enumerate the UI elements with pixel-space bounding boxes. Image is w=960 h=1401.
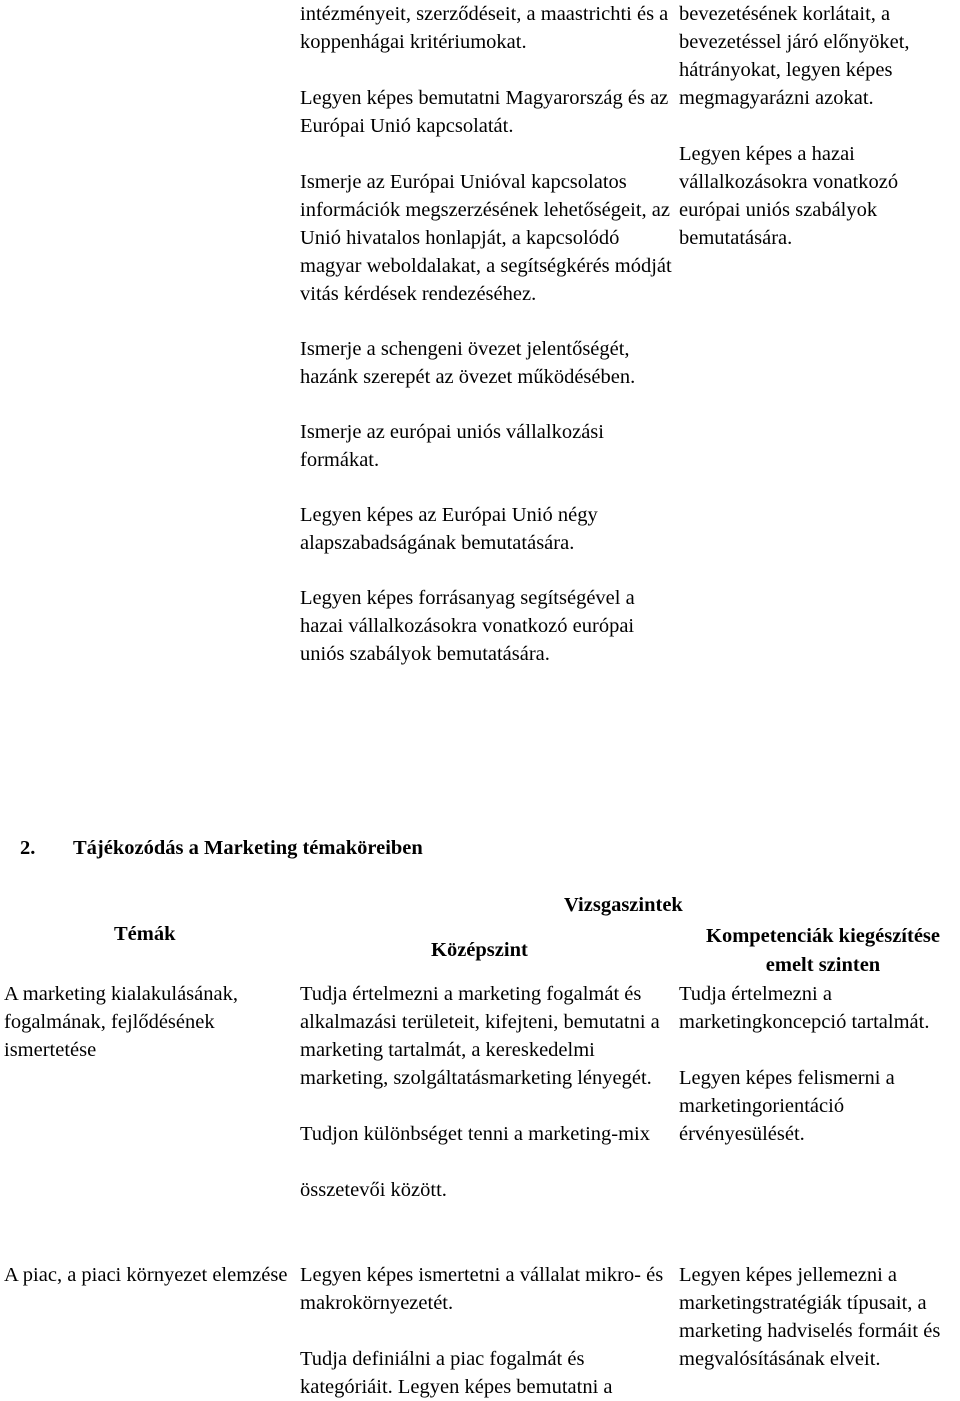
eu-business-rules-advanced-text: Legyen képes a hazai vállalkozásokra vonatkozó európai uniós szabályok bemutatására. — [679, 143, 899, 249]
marketing-mix-components-text: összetevői között. — [300, 1179, 447, 1201]
company-environment-text: Legyen képes ismertetni a vállalat mikro- és makrokörnyezetét. — [300, 1264, 664, 1314]
marketing-concept-advanced-text: Tudja értelmezni a marketingkoncepció tartalmát. — [679, 983, 930, 1033]
row2-advanced-column — [679, 1261, 960, 1373]
eu-business-forms-text: Ismerje az európai uniós vállalkozási formákat. — [300, 421, 604, 471]
topic-market-environment: A piac, a piaci környezet elemzése — [4, 1264, 288, 1286]
top-right-column — [679, 0, 957, 252]
four-freedoms-text: Legyen képes az Európai Unió négy alapszabadságának bemutatására. — [300, 504, 598, 554]
exam-levels-header: Vizsgaszintek — [564, 894, 683, 916]
schengen-text: Ismerje a schengeni övezet jelentőségét, hazánk szerepét az övezet működésében. — [300, 338, 636, 388]
row1-intermediate-column — [300, 980, 675, 1204]
marketing-orientation-text: Legyen képes felismerni a marketingorientáció érvényesülését. — [679, 1067, 895, 1145]
marketing-concept-text: Tudja értelmezni a marketing fogalmát és alkalmazási területeit, kifejteni, bemutatni a marketing tartalmát, a kereskedelmi marketing, szolgáltatásmarketing lényegét. — [300, 983, 660, 1089]
section-title: Tájékozódás a Marketing témaköreiben — [73, 837, 423, 859]
eu-information-sources-text: Ismerje az Európai Unióval kapcsolatos információk megszerzésének lehetőségeit, az Unió hivatalos honlapját, a kapcsolódó magyar weboldalakat, a segítségkérés módját vitás kérdések rendezéséhez. — [300, 171, 672, 305]
market-definition-text: Tudja definiálni a piac fogalmát és kategóriáit. Legyen képes bemutatni a — [300, 1348, 613, 1398]
eu-criteria-text: intézményeit, szerződéseit, a maastrichti és a koppenhágai kritériumokat. — [300, 3, 669, 53]
section-number: 2. — [20, 837, 36, 859]
hungary-eu-relation-text: Legyen képes bemutatni Magyarország és az Európai Unió kapcsolatát. — [300, 87, 669, 137]
topic-marketing-development: A marketing kialakulásának, fogalmának, fejlődésének ismertetése — [4, 983, 238, 1061]
eu-business-rules-text: Legyen képes forrásanyag segítségével a hazai vállalkozásokra vonatkozó európai uniós szabályok bemutatására. — [300, 587, 635, 665]
marketing-strategies-text: Legyen képes jellemezni a marketingstratégiák típusait, a marketing hadviselés formáit és megvalósításának elveit. — [679, 1264, 941, 1370]
row1-advanced-column — [679, 980, 949, 1148]
topics-header: Témák — [114, 923, 176, 945]
advanced-level-header: Kompetenciák kiegészítése emelt szinten — [706, 925, 940, 976]
intermediate-level-header: Középszint — [431, 939, 528, 961]
euro-introduction-text: bevezetésének korlátait, a bevezetéssel járó előnyöket, hátrányokat, legyen képes megmagyarázni azokat. — [679, 3, 910, 109]
marketing-mix-text: Tudjon különbséget tenni a marketing-mix — [300, 1123, 650, 1145]
row2-intermediate-column — [300, 1261, 675, 1401]
top-middle-column — [300, 0, 672, 668]
